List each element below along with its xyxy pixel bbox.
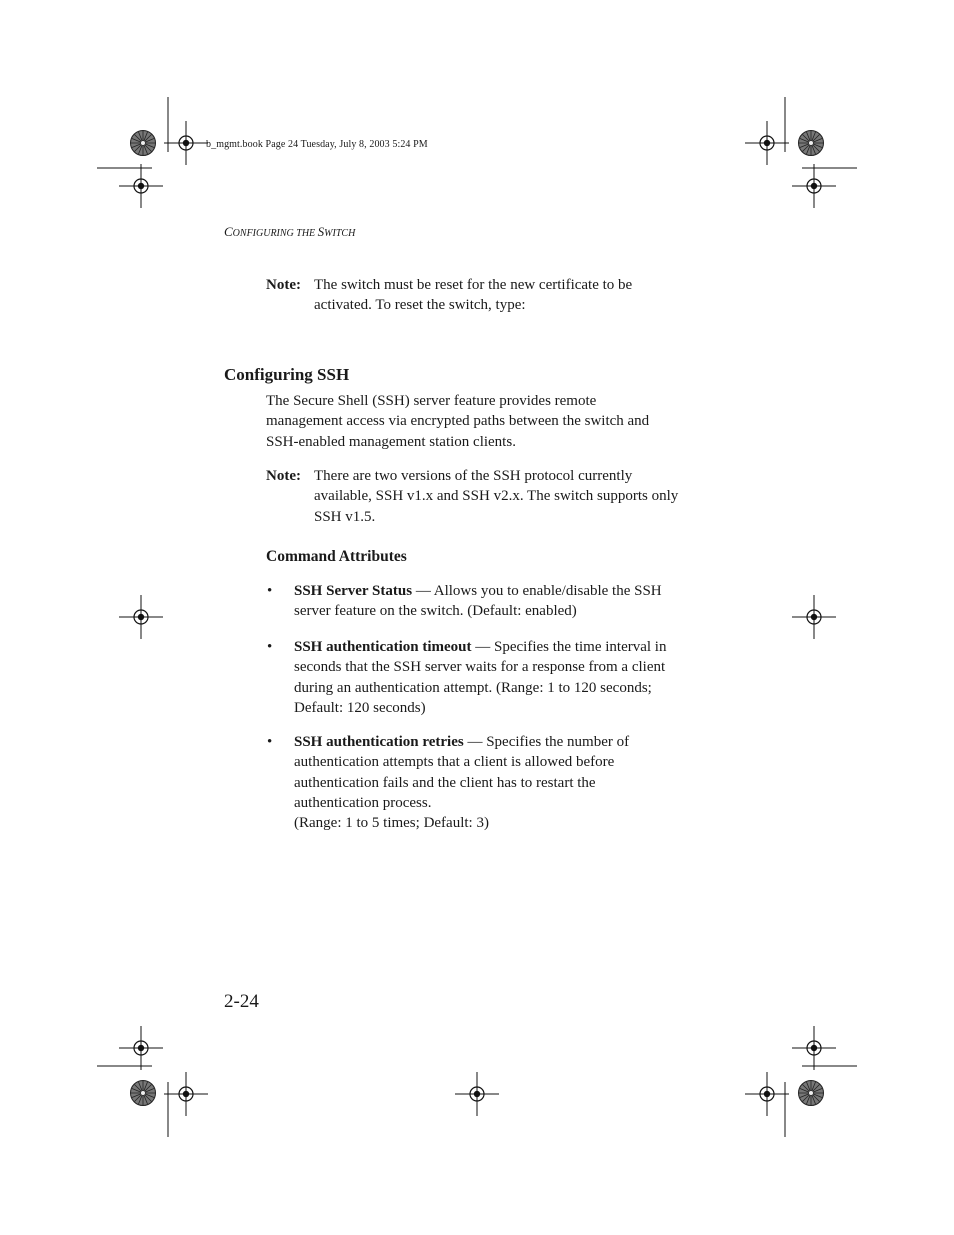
bullet-term: SSH authentication timeout — [294, 639, 472, 655]
bullet-line: Default: 120 seconds) — [294, 699, 426, 716]
running-header-small-caps: WITCH — [324, 228, 356, 239]
bullet-description: — Specifies the time interval in — [475, 639, 667, 655]
section-title: Configuring SSH — [224, 365, 350, 384]
registration-mark-6 — [792, 595, 836, 639]
running-header-small-caps: ONFIGURING THE — [232, 228, 318, 239]
note-label: Note: — [266, 468, 301, 484]
star-mark-bottom-right — [799, 1081, 824, 1106]
bullet-line: during an authentication attempt. (Range: 1 to 120 seconds; — [294, 679, 652, 696]
registration-mark-1 — [164, 121, 208, 165]
note-line: SSH v1.5. — [314, 508, 376, 525]
paragraph-line: The Secure Shell (SSH) server feature provides remote — [266, 393, 597, 409]
registration-mark-11 — [745, 1072, 789, 1116]
running-header-cap: C — [224, 224, 233, 239]
note-line: The switch must be reset for the new certificate to be — [314, 277, 633, 293]
registration-mark-5 — [119, 595, 163, 639]
registration-mark-4 — [792, 164, 836, 208]
intro-paragraph — [266, 391, 726, 452]
registration-mark-10 — [455, 1072, 499, 1116]
bullet-dot: • — [267, 734, 273, 750]
bullet-line — [294, 637, 726, 657]
bullet-text — [294, 732, 726, 833]
bullet-text — [294, 581, 726, 622]
bullet-term: SSH authentication retries — [294, 734, 464, 750]
star-mark-top-left — [131, 131, 156, 156]
paragraph-line: management access via encrypted paths between the switch and — [266, 413, 650, 430]
running-header-cap: S — [317, 224, 325, 239]
registration-mark-7 — [119, 1026, 163, 1070]
running-header — [224, 224, 355, 240]
registration-mark-3 — [119, 164, 163, 208]
bullet-description: — Specifies the number of — [467, 734, 630, 750]
bullet-line — [294, 732, 726, 752]
note-label: Note: — [266, 277, 301, 293]
paragraph-line: SSH-enabled management station clients. — [266, 433, 516, 450]
note-line: available, SSH v1.x and SSH v2.x. The switch supports only — [314, 488, 679, 505]
registration-mark-9 — [164, 1072, 208, 1116]
star-mark-top-right — [799, 131, 824, 156]
bullet-line: authentication fails and the client has to restart the — [294, 774, 596, 791]
bullet-dot: • — [267, 583, 273, 599]
bullet-line: (Range: 1 to 5 times; Default: 3) — [294, 815, 489, 832]
bullet-text — [294, 637, 726, 718]
registration-mark-2 — [745, 121, 789, 165]
bullet-line: authentication process. — [294, 794, 432, 811]
bullet-line — [294, 581, 726, 601]
page-number: 2-24 — [224, 991, 259, 1012]
registration-mark-8 — [792, 1026, 836, 1070]
note-line: There are two versions of the SSH protocol currently — [314, 468, 633, 484]
bullet-line: authentication attempts that a client is allowed before — [294, 754, 615, 771]
subsection-title: Command Attributes — [266, 548, 407, 565]
bullet-line: seconds that the SSH server waits for a response from a client — [294, 659, 666, 676]
star-mark-bottom-left — [131, 1081, 156, 1106]
note-text — [314, 275, 724, 316]
print-slug: b_mgmt.book Page 24 Tuesday, July 8, 2003 5:24 PM — [206, 139, 428, 150]
bullet-description: — Allows you to enable/disable the SSH — [415, 583, 662, 599]
bullet-term: SSH Server Status — [294, 583, 413, 599]
note-line: activated. To reset the switch, type: — [314, 297, 526, 314]
note-text — [314, 466, 724, 527]
bullet-dot: • — [267, 639, 273, 655]
bullet-line: server feature on the switch. (Default: enabled) — [294, 603, 577, 620]
